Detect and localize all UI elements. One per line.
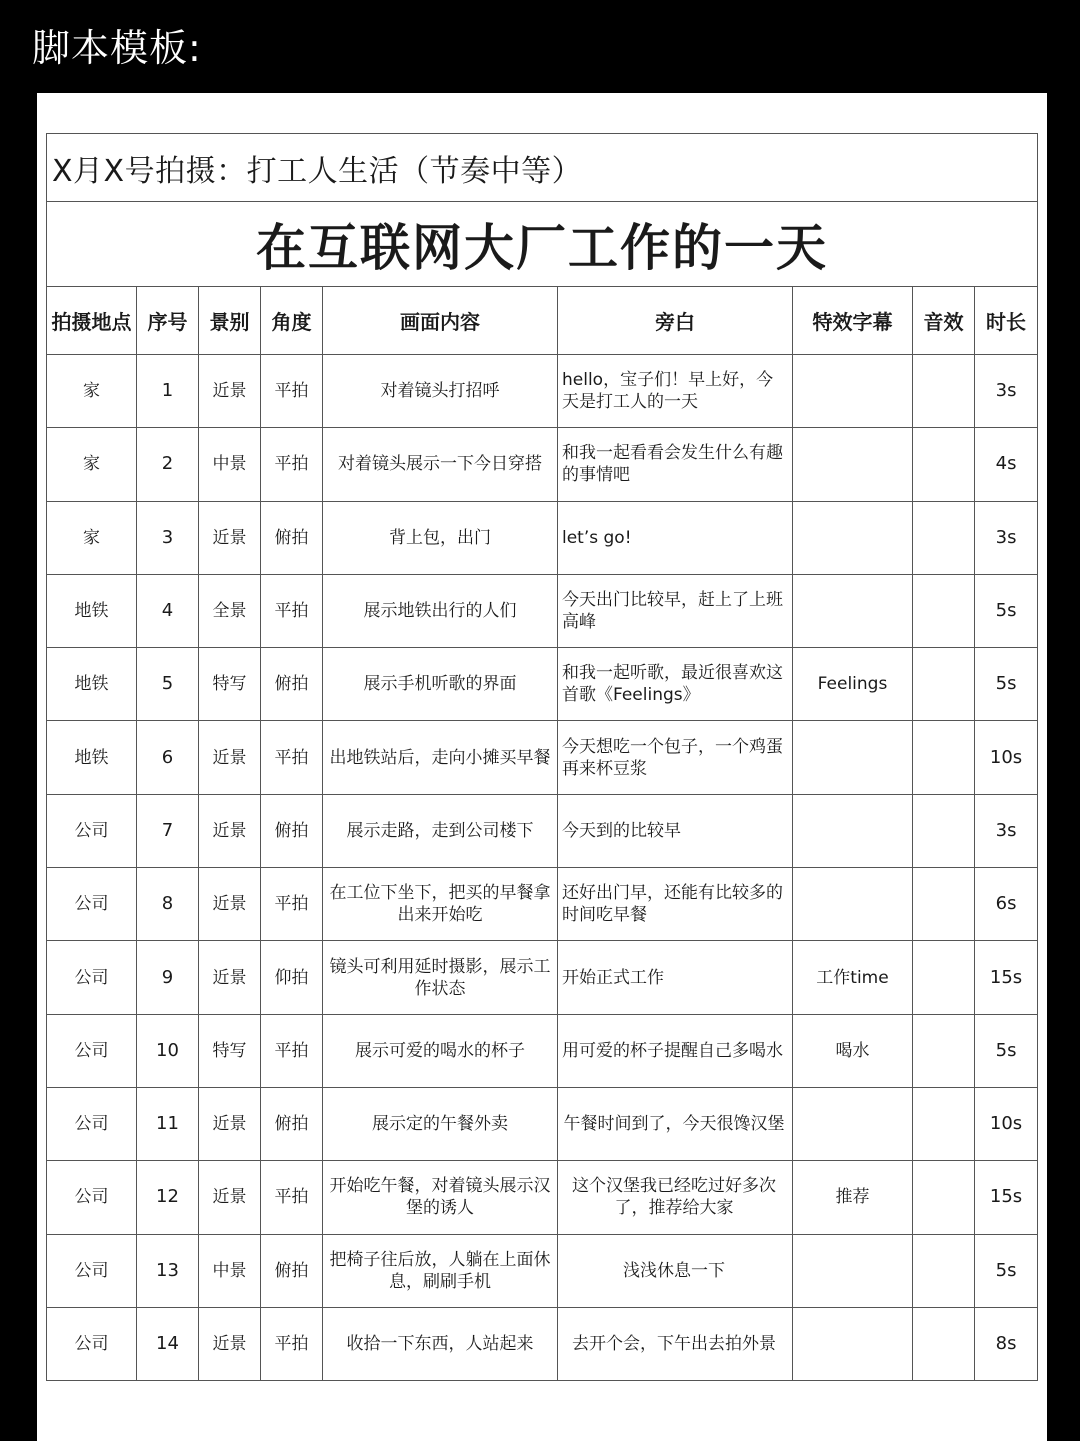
cell-narration: 用可爱的杯子提醒自己多喝水 [558, 1014, 793, 1087]
cell-location: 家 [47, 428, 137, 501]
cell-sound [913, 941, 975, 1014]
cell-effect [793, 1234, 913, 1307]
cell-shot-size: 中景 [199, 428, 261, 501]
header-number: 序号 [137, 287, 199, 355]
cell-angle: 平拍 [261, 1014, 323, 1087]
cell-content: 对着镜头打招呼 [323, 355, 558, 428]
cell-effect [793, 1087, 913, 1160]
cell-number: 14 [137, 1307, 199, 1380]
cell-effect [793, 794, 913, 867]
cell-duration: 5s [975, 1234, 1038, 1307]
cell-effect [793, 428, 913, 501]
cell-sound [913, 648, 975, 721]
cell-angle: 俯拍 [261, 794, 323, 867]
cell-duration: 3s [975, 501, 1038, 574]
cell-shot-size: 近景 [199, 1307, 261, 1380]
cell-number: 7 [137, 794, 199, 867]
cell-sound [913, 574, 975, 647]
cell-angle: 平拍 [261, 1307, 323, 1380]
cell-location: 公司 [47, 1234, 137, 1307]
cell-number: 12 [137, 1161, 199, 1234]
cell-shot-size: 近景 [199, 1087, 261, 1160]
cell-location: 公司 [47, 1014, 137, 1087]
cell-sound [913, 1161, 975, 1234]
cell-angle: 平拍 [261, 1161, 323, 1234]
cell-angle: 平拍 [261, 355, 323, 428]
cell-angle: 平拍 [261, 428, 323, 501]
cell-effect [793, 501, 913, 574]
cell-duration: 6s [975, 868, 1038, 941]
cell-angle: 俯拍 [261, 1087, 323, 1160]
cell-duration: 5s [975, 648, 1038, 721]
cell-duration: 3s [975, 355, 1038, 428]
cell-angle: 平拍 [261, 721, 323, 794]
table-row [47, 501, 1038, 574]
cell-location: 公司 [47, 941, 137, 1014]
cell-number: 13 [137, 1234, 199, 1307]
cell-narration: let’s go! [558, 501, 793, 574]
header-location: 拍摄地点 [47, 287, 137, 355]
cell-duration: 10s [975, 1087, 1038, 1160]
cell-location: 地铁 [47, 648, 137, 721]
table-row [47, 648, 1038, 721]
cell-narration: 和我一起听歌，最近很喜欢这首歌《Feelings》 [558, 648, 793, 721]
script-title: 在互联网大厂工作的一天 [47, 202, 1038, 287]
cell-content: 镜头可利用延时摄影，展示工作状态 [323, 941, 558, 1014]
cell-content: 开始吃午餐，对着镜头展示汉堡的诱人 [323, 1161, 558, 1234]
cell-content: 收拾一下东西，人站起来 [323, 1307, 558, 1380]
cell-narration: 和我一起看看会发生什么有趣的事情吧 [558, 428, 793, 501]
cell-narration: 这个汉堡我已经吃过好多次了，推荐给大家 [558, 1161, 793, 1234]
cell-number: 5 [137, 648, 199, 721]
cell-angle: 俯拍 [261, 1234, 323, 1307]
table-row [47, 941, 1038, 1014]
shoot-subtitle: X月X号拍摄：打工人生活（节奏中等） [47, 134, 1038, 202]
table-row [47, 1087, 1038, 1160]
cell-location: 公司 [47, 794, 137, 867]
cell-location: 地铁 [47, 721, 137, 794]
table-row [47, 1014, 1038, 1087]
cell-content: 把椅子往后放，人躺在上面休息，刷刷手机 [323, 1234, 558, 1307]
cell-sound [913, 868, 975, 941]
cell-effect: 喝水 [793, 1014, 913, 1087]
cell-location: 地铁 [47, 574, 137, 647]
cell-narration: 今天出门比较早，赶上了上班高峰 [558, 574, 793, 647]
cell-location: 公司 [47, 1087, 137, 1160]
cell-effect: 推荐 [793, 1161, 913, 1234]
cell-shot-size: 特写 [199, 1014, 261, 1087]
cell-effect [793, 721, 913, 794]
header-narration: 旁白 [558, 287, 793, 355]
cell-narration: hello，宝子们！早上好，今天是打工人的一天 [558, 355, 793, 428]
cell-content: 对着镜头展示一下今日穿搭 [323, 428, 558, 501]
script-table [46, 133, 1038, 1381]
cell-angle: 仰拍 [261, 941, 323, 1014]
table-row [47, 1307, 1038, 1380]
cell-shot-size: 全景 [199, 574, 261, 647]
table-row [47, 574, 1038, 647]
cell-shot-size: 近景 [199, 501, 261, 574]
cell-number: 6 [137, 721, 199, 794]
table-row [47, 721, 1038, 794]
cell-shot-size: 近景 [199, 868, 261, 941]
cell-duration: 10s [975, 721, 1038, 794]
cell-shot-size: 近景 [199, 794, 261, 867]
cell-number: 2 [137, 428, 199, 501]
cell-content: 展示可爱的喝水的杯子 [323, 1014, 558, 1087]
header-content: 画面内容 [323, 287, 558, 355]
cell-angle: 平拍 [261, 574, 323, 647]
cell-duration: 5s [975, 1014, 1038, 1087]
header-row [47, 287, 1038, 355]
header-sound: 音效 [913, 287, 975, 355]
cell-content: 展示手机听歌的界面 [323, 648, 558, 721]
cell-location: 公司 [47, 1307, 137, 1380]
cell-narration: 去开个会，下午出去拍外景 [558, 1307, 793, 1380]
cell-narration: 午餐时间到了，今天很馋汉堡 [558, 1087, 793, 1160]
cell-sound [913, 721, 975, 794]
cell-number: 4 [137, 574, 199, 647]
cell-location: 家 [47, 355, 137, 428]
cell-sound [913, 355, 975, 428]
cell-duration: 15s [975, 1161, 1038, 1234]
cell-effect [793, 574, 913, 647]
table-row [47, 355, 1038, 428]
header-effects: 特效字幕 [793, 287, 913, 355]
cell-sound [913, 1234, 975, 1307]
cell-effect [793, 355, 913, 428]
cell-narration: 还好出门早，还能有比较多的时间吃早餐 [558, 868, 793, 941]
cell-number: 11 [137, 1087, 199, 1160]
cell-content: 展示地铁出行的人们 [323, 574, 558, 647]
cell-shot-size: 近景 [199, 721, 261, 794]
cell-effect [793, 1307, 913, 1380]
cell-duration: 15s [975, 941, 1038, 1014]
cell-duration: 8s [975, 1307, 1038, 1380]
table-row [47, 1161, 1038, 1234]
cell-sound [913, 428, 975, 501]
cell-content: 出地铁站后，走向小摊买早餐 [323, 721, 558, 794]
cell-angle: 俯拍 [261, 648, 323, 721]
cell-sound [913, 1307, 975, 1380]
cell-shot-size: 特写 [199, 648, 261, 721]
cell-narration: 浅浅休息一下 [558, 1234, 793, 1307]
cell-content: 在工位下坐下，把买的早餐拿出来开始吃 [323, 868, 558, 941]
cell-shot-size: 近景 [199, 941, 261, 1014]
cell-sound [913, 1014, 975, 1087]
cell-effect: Feelings [793, 648, 913, 721]
cell-shot-size: 近景 [199, 355, 261, 428]
cell-effect: 工作time [793, 941, 913, 1014]
cell-number: 8 [137, 868, 199, 941]
cell-duration: 3s [975, 794, 1038, 867]
table-row [47, 794, 1038, 867]
table-row [47, 1234, 1038, 1307]
header-angle: 角度 [261, 287, 323, 355]
cell-shot-size: 近景 [199, 1161, 261, 1234]
cell-duration: 5s [975, 574, 1038, 647]
cell-number: 9 [137, 941, 199, 1014]
cell-number: 1 [137, 355, 199, 428]
table-row [47, 868, 1038, 941]
cell-narration: 今天想吃一个包子，一个鸡蛋再来杯豆浆 [558, 721, 793, 794]
cell-location: 家 [47, 501, 137, 574]
cell-content: 背上包，出门 [323, 501, 558, 574]
cell-number: 10 [137, 1014, 199, 1087]
cell-effect [793, 868, 913, 941]
page-heading: 脚本模板: [32, 26, 202, 70]
header-shot-size: 景别 [199, 287, 261, 355]
cell-sound [913, 794, 975, 867]
cell-duration: 4s [975, 428, 1038, 501]
cell-narration: 开始正式工作 [558, 941, 793, 1014]
cell-angle: 俯拍 [261, 501, 323, 574]
cell-number: 3 [137, 501, 199, 574]
cell-content: 展示定的午餐外卖 [323, 1087, 558, 1160]
script-sheet-paper [37, 93, 1047, 1441]
cell-sound [913, 501, 975, 574]
header-duration: 时长 [975, 287, 1038, 355]
cell-shot-size: 中景 [199, 1234, 261, 1307]
table-row [47, 428, 1038, 501]
cell-location: 公司 [47, 1161, 137, 1234]
cell-narration: 今天到的比较早 [558, 794, 793, 867]
cell-content: 展示走路，走到公司楼下 [323, 794, 558, 867]
cell-sound [913, 1087, 975, 1160]
cell-location: 公司 [47, 868, 137, 941]
cell-angle: 平拍 [261, 868, 323, 941]
